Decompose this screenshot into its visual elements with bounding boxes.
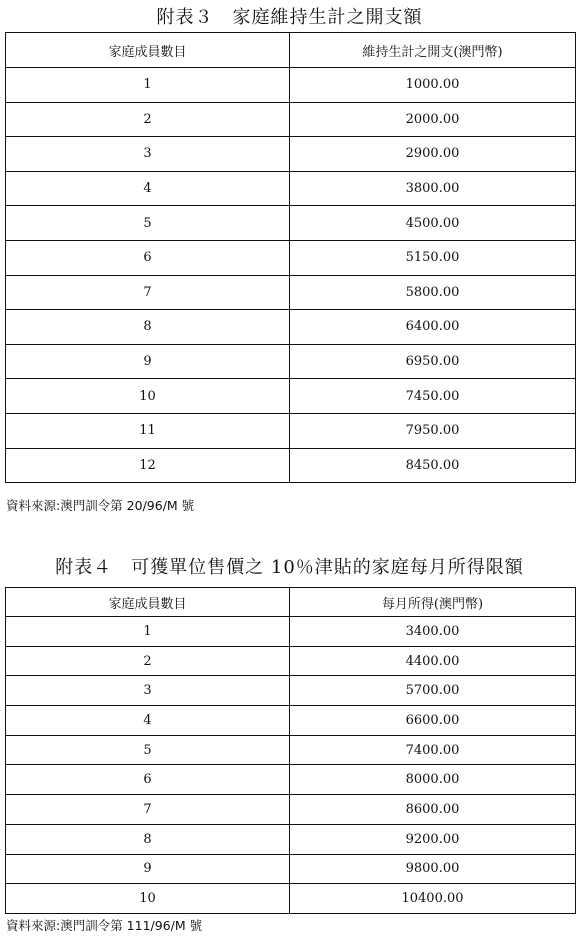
table-row (6, 206, 576, 241)
table-row (6, 735, 576, 765)
table4 (5, 587, 576, 914)
table-row (6, 171, 576, 206)
amount-cell: 3800.00 (290, 171, 576, 206)
member-count-cell: 10 (6, 379, 290, 414)
member-count-cell: 2 (6, 102, 290, 137)
table-row (6, 275, 576, 310)
table-row (6, 824, 576, 854)
member-count-cell: 11 (6, 413, 290, 448)
table-row (6, 617, 576, 647)
amount-cell: 3400.00 (290, 617, 576, 647)
table-row (6, 646, 576, 676)
table-row (6, 413, 576, 448)
amount-cell: 7950.00 (290, 413, 576, 448)
table3-body (6, 33, 576, 483)
amount-cell: 4400.00 (290, 646, 576, 676)
member-count-cell: 5 (6, 735, 290, 765)
amount-cell: 8450.00 (290, 448, 576, 483)
member-count-cell: 9 (6, 344, 290, 379)
member-count-cell: 3 (6, 676, 290, 706)
amount-cell: 7400.00 (290, 735, 576, 765)
table4-header-income: 每月所得(澳門幣) (290, 588, 576, 617)
table3-source: 資料來源:澳門訓令第 20/96/M 號 (6, 498, 195, 513)
table3-header-row (6, 33, 576, 68)
amount-cell: 2000.00 (290, 102, 576, 137)
member-count-cell: 6 (6, 765, 290, 795)
table4-body (6, 588, 576, 914)
member-count-cell: 3 (6, 137, 290, 172)
table-row (6, 240, 576, 275)
table-row (6, 344, 576, 379)
member-count-cell: 12 (6, 448, 290, 483)
table-row (6, 884, 576, 914)
table3 (5, 32, 576, 483)
table-row (6, 68, 576, 103)
amount-cell: 6600.00 (290, 706, 576, 736)
amount-cell: 6400.00 (290, 310, 576, 345)
table-row (6, 448, 576, 483)
amount-cell: 1000.00 (290, 68, 576, 103)
amount-cell: 10400.00 (290, 884, 576, 914)
amount-cell: 2900.00 (290, 137, 576, 172)
table-row (6, 765, 576, 795)
table-row (6, 706, 576, 736)
member-count-cell: 7 (6, 795, 290, 825)
table4-title: 附表４ 可獲單位售價之 10％津貼的家庭每月所得限額 (55, 557, 524, 578)
table-row (6, 137, 576, 172)
table-row (6, 795, 576, 825)
table-row (6, 102, 576, 137)
table4-header-members: 家庭成員數目 (6, 588, 290, 617)
amount-cell: 8600.00 (290, 795, 576, 825)
amount-cell: 6950.00 (290, 344, 576, 379)
table4-header-row (6, 588, 576, 617)
table-row (6, 854, 576, 884)
amount-cell: 4500.00 (290, 206, 576, 241)
member-count-cell: 10 (6, 884, 290, 914)
member-count-cell: 1 (6, 617, 290, 647)
member-count-cell: 8 (6, 310, 290, 345)
table3-header-members: 家庭成員數目 (6, 33, 290, 68)
table4-source: 資料來源:澳門訓令第 111/96/M 號 (6, 918, 203, 933)
member-count-cell: 8 (6, 824, 290, 854)
member-count-cell: 7 (6, 275, 290, 310)
table-row (6, 310, 576, 345)
table-row (6, 676, 576, 706)
member-count-cell: 1 (6, 68, 290, 103)
member-count-cell: 6 (6, 240, 290, 275)
member-count-cell: 9 (6, 854, 290, 884)
amount-cell: 8000.00 (290, 765, 576, 795)
member-count-cell: 2 (6, 646, 290, 676)
member-count-cell: 5 (6, 206, 290, 241)
table3-header-expense: 維持生計之開支(澳門幣) (290, 33, 576, 68)
amount-cell: 5800.00 (290, 275, 576, 310)
amount-cell: 9800.00 (290, 854, 576, 884)
amount-cell: 5150.00 (290, 240, 576, 275)
member-count-cell: 4 (6, 171, 290, 206)
table3-title: 附表３ 家庭維持生計之開支額 (156, 7, 423, 28)
amount-cell: 7450.00 (290, 379, 576, 414)
amount-cell: 9200.00 (290, 824, 576, 854)
amount-cell: 5700.00 (290, 676, 576, 706)
table-row (6, 379, 576, 414)
member-count-cell: 4 (6, 706, 290, 736)
